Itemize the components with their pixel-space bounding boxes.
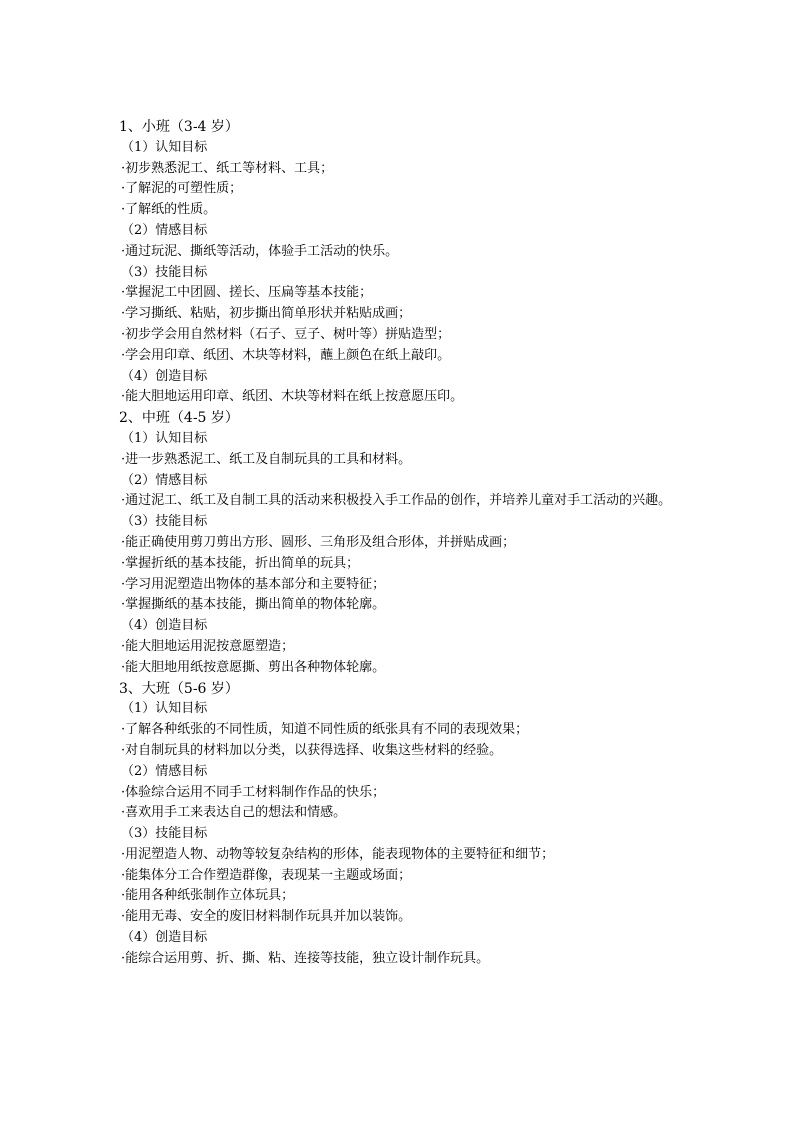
list-item: ·掌握撕纸的基本技能，撕出简单的物体轮廓。: [121, 597, 386, 613]
subsection-heading: （4）创造目标: [121, 930, 208, 946]
list-item: ·能正确使用剪刀剪出方形、圆形、三角形及组合形体，并拼贴成画；: [121, 534, 516, 550]
subsection-heading: （3）技能目标: [121, 826, 208, 842]
list-item: ·能大胆地运用印章、纸团、木块等材料在纸上按意愿压印。: [121, 389, 464, 405]
list-item: ·体验综合运用不同手工材料制作作品的快乐；: [121, 784, 386, 800]
subsection-heading: （3）技能目标: [121, 264, 208, 280]
section-heading: 1、小班（3-4 岁）: [119, 119, 239, 135]
list-item: ·掌握折纸的基本技能，折出简单的玩具；: [121, 555, 360, 571]
list-item: ·能用无毒、安全的废旧材料制作玩具并加以装饰。: [121, 909, 412, 925]
subsection-heading: （2）情感目标: [121, 763, 208, 779]
list-item: ·能大胆地用纸按意愿撕、剪出各种物体轮廓。: [121, 659, 386, 675]
list-item: ·学习撕纸、粘贴，初步撕出简单形状并粘贴成画；: [121, 306, 412, 322]
list-item: ·喜欢用手工来表达自己的想法和情感。: [121, 805, 347, 821]
subsection-heading: （4）创造目标: [121, 368, 208, 384]
list-item: ·了解泥的可塑性质；: [121, 181, 243, 197]
list-item: ·能大胆地运用泥按意愿塑造；: [121, 638, 295, 654]
list-item: ·通过玩泥、撕纸等活动，体验手工活动的快乐。: [121, 243, 399, 259]
list-item: ·能用各种纸张制作立体玩具；: [121, 888, 295, 904]
list-item: ·能集体分工合作塑造群像，表现某一主题或场面；: [121, 867, 412, 883]
list-item: ·了解纸的性质。: [121, 202, 217, 218]
list-item: ·用泥塑造人物、动物等较复杂结构的形体，能表现物体的主要特征和细节；: [121, 846, 555, 862]
list-item: ·对自制玩具的材料加以分类，以获得选择、收集这些材料的经验。: [121, 742, 503, 758]
document-body: [119, 117, 689, 970]
subsection-heading: （1）认知目标: [121, 701, 208, 717]
list-item: ·了解各种纸张的不同性质，知道不同性质的纸张具有不同的表现效果；: [121, 722, 529, 738]
list-item: ·进一步熟悉泥工、纸工及自制玩具的工具和材料。: [121, 451, 412, 467]
subsection-heading: （2）情感目标: [121, 222, 208, 238]
list-item: ·掌握泥工中团圆、搓长、压扁等基本技能；: [121, 285, 373, 301]
section-heading: 3、大班（5-6 岁）: [119, 680, 239, 697]
list-item: ·学习用泥塑造出物体的基本部分和主要特征；: [121, 576, 386, 592]
subsection-heading: （1）认知目标: [121, 139, 208, 155]
subsection-heading: （3）技能目标: [121, 514, 208, 530]
list-item: ·能综合运用剪、折、撕、粘、连接等技能，独立设计制作玩具。: [121, 950, 490, 966]
list-item: ·初步熟悉泥工、纸工等材料、工具；: [121, 160, 334, 176]
section-heading: 2、中班（4-5 岁）: [119, 410, 239, 427]
subsection-heading: （2）情感目标: [121, 472, 208, 488]
list-item: ·初步学会用自然材料（石子、豆子、树叶等）拼贴造型；: [121, 326, 451, 342]
list-item: ·学会用印章、纸团、木块等材料，蘸上颜色在纸上敲印。: [121, 347, 451, 363]
subsection-heading: （4）创造目标: [121, 618, 208, 634]
list-item: ·通过泥工、纸工及自制工具的活动来积极投入手工作品的创作，并培养儿童对手工活动的兴趣。: [121, 493, 672, 509]
subsection-heading: （1）认知目标: [121, 430, 208, 446]
